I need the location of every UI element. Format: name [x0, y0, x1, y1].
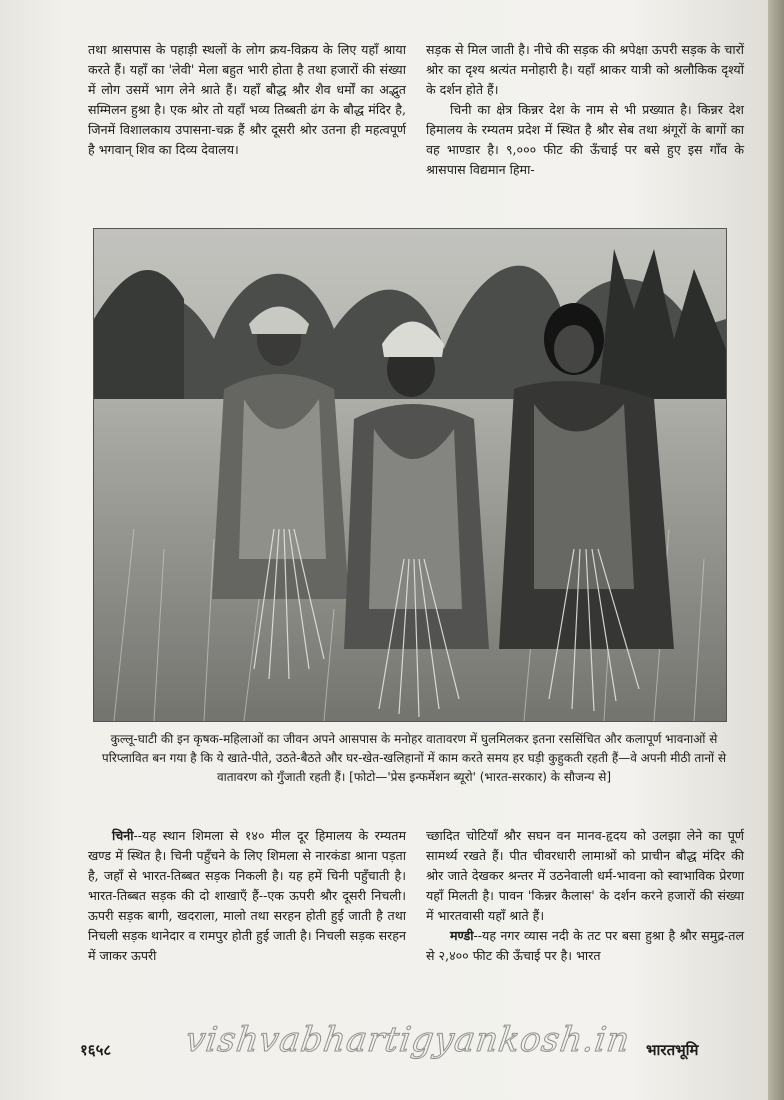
photo-caption: कुल्लू-घाटी की इन कृषक-महिलाओं का जीवन अपने आसपास के मनोहर वातावरण में घुलमिलकर इतना रससिंचित और कलापूर्ण भावनाओं से परिप्लावित बन गया है कि ये खाते-पीते, उठते-बैठते और घर-खेत-खलिहानों में काम करते समय हर घड़ी कुहुकती रहती हैं—वे अपनी मीठी तानों से वातावरण को गुँजाती रहती हैं। [फोटो—'प्रेस इन्फर्मेशन ब्यूरो' (भारत-सरकार) के सौजन्य से]: [101, 732, 727, 784]
section-heading-chini: चिनी: [112, 828, 134, 843]
paragraph: [88, 826, 406, 966]
paragraph: सड़क से मिल जाती है। नीचे की सड़क की श्रपेक्षा ऊपरी सड़क के चारों श्रोर का दृश्य श्रत्यंत मनोहारी है। यहाँ श्राकर यात्री को श्रलौकिक दृश्यों के दर्शन होते हैं।: [426, 42, 744, 97]
column-top-left: [88, 40, 406, 160]
magazine-title: भारतभूमि: [646, 1041, 699, 1059]
paragraph: चिनी का क्षेत्र किन्नर देश के नाम से भी प्रख्यात है। किन्नर देश हिमालय के रम्यतम प्रदेश में स्थित है श्रौर सेब तथा श्रंगूरों के बागों का वह भाण्डार है। ९,००० फीट की ऊँचाई पर बसे हुए इस गाँव के श्रासपास विद्यमान हिमा-: [426, 102, 744, 177]
column-bottom-left: [88, 826, 406, 966]
book-spine-edge: [768, 0, 784, 1100]
section-heading-mandi: मण्डी: [450, 928, 474, 943]
paragraph-text: --यह नगर व्यास नदी के तट पर बसा हुश्रा है श्रौर समुद्र-तल से २,४०० फीट की ऊँचाई पर है। भारत: [426, 928, 744, 963]
photograph-women-farmers: [93, 228, 727, 722]
paragraph: तथा श्रासपास के पहाड़ी स्थलों के लोग क्रय-विक्रय के लिए यहाँ श्राया करते हैं। यहाँ का 'लेवी' मेला बहुत भारी होता है तथा हजारों की संख्या में लोग उसमें भाग लेने श्राते हैं। यहाँ बौद्ध श्रौर शैव धर्मों का अद्भुत सम्मिलन हुश्रा है। एक श्रोर तो यहाँ भव्य तिब्बती ढंग के बौद्ध मंदिर है, जिनमें विशालकाय उपासना-चक्र हैं श्रौर दूसरी श्रोर उतना ही महत्वपूर्ण है भगवान् शिव का दिव्य देवालय।: [88, 42, 406, 157]
watermark: vishvabhartigyankosh.in: [183, 1020, 633, 1060]
page-number: १६५८: [80, 1041, 112, 1059]
paragraph: च्छादित चोटियाँ श्रौर सघन वन मानव-हृदय को उलझा लेने का पूर्ण सामर्थ्य रखते हैं। पीत चीवरधारी लामाश्रों को प्राचीन बौद्ध मंदिर की श्रोर जाते देखकर श्रन्तर में उठनेवाली धर्म-भावना को स्वाभाविक प्रेरणा यहाँ मिलती है। पावन 'किन्नर कैलास' के दर्शन करने हजारों की संख्या में भारतवासी यहाँ श्राते हैं।: [426, 828, 744, 923]
paragraph: [426, 926, 744, 966]
column-bottom-right: [426, 826, 744, 966]
column-top-right: [426, 40, 744, 180]
paragraph-text: --यह स्थान शिमला से १४० मील दूर हिमालय के रम्यतम खण्ड में स्थित है। चिनी पहुँचने के लिए शिमला से नारकंडा श्राना पड़ता है, जहाँ से भारत-तिब्बत सड़क निकली है। यह हमें चिनी पहुँचाती है। भारत-तिब्बत सड़क की दो शाखाएँ हैं--एक ऊपरी श्रौर दूसरी निचली। ऊपरी सड़क बागी, खदराला, मालो तथा सरहन होती हुई जाती है तथा निचली सड़क थानेदार व रामपुर होती हुई जाती है। निचली सड़क सरहन में जाकर ऊपरी: [88, 828, 406, 963]
